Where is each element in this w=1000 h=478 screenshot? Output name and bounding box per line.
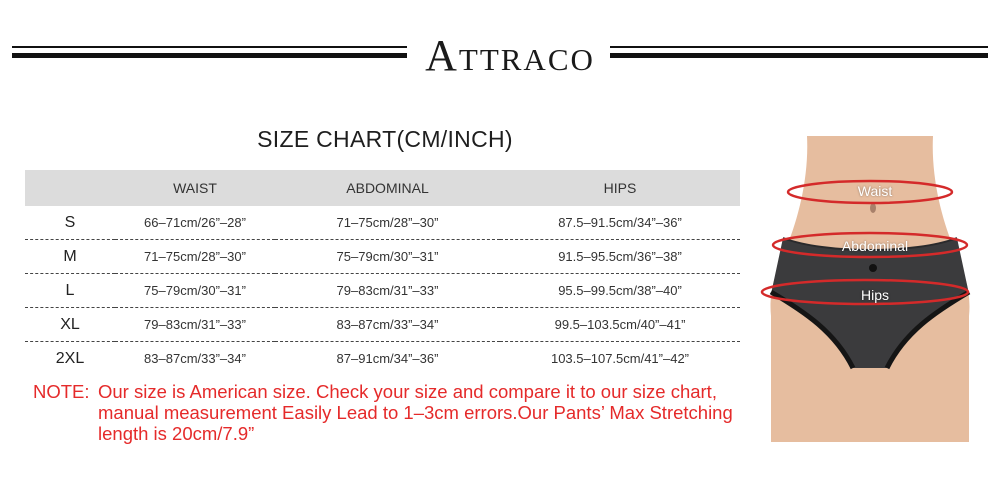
hips-cell: 87.5–91.5cm/34”–36” [500,206,740,240]
abdominal-cell: 87–91cm/34”–36” [336,351,439,366]
table-row [25,342,740,376]
brand-logo: Attraco [425,31,595,80]
table-row [25,240,740,274]
table-row [25,274,740,308]
bow-icon [869,264,877,272]
header-waist: WAIST [115,170,275,206]
abdominal-cell: 71–75cm/28”–30” [275,206,500,240]
brand-rule-right [610,46,988,70]
brand-header [0,30,1000,86]
abdominal-cell: 75–79cm/30”–31” [275,240,500,274]
table-row [25,308,740,342]
waist-label: Waist [857,183,893,199]
size-cell: 2XL [55,349,85,367]
size-cell: M [25,240,115,274]
hips-cell: 91.5–95.5cm/36”–38” [500,240,740,274]
size-cell: S [25,206,115,240]
header-abdominal: ABDOMINAL [275,170,500,206]
hips-cell: 99.5–103.5cm/40”–41” [500,308,740,342]
waist-cell: 75–79cm/30”–31” [115,274,275,308]
hips-cell: 95.5–99.5cm/38”–40” [500,274,740,308]
brand-rule-left [12,46,407,70]
abdominal-cell: 83–87cm/33”–34” [275,308,500,342]
size-table [25,170,740,375]
header-size [25,170,115,206]
table-row [25,206,740,240]
size-cell: L [25,274,115,308]
abdominal-cell: 79–83cm/31”–33” [275,274,500,308]
size-cell: XL [25,308,115,342]
waist-cell: 71–75cm/28”–30” [115,240,275,274]
note-label: NOTE: [33,381,90,402]
hips-label: Hips [860,287,889,303]
navel [870,203,876,213]
hips-cell: 103.5–107.5cm/41”–42” [550,351,690,366]
header-hips: HIPS [500,170,740,206]
table-header-row [25,170,740,206]
model-figure [755,136,985,442]
waist-cell: 66–71cm/26”–28” [115,206,275,240]
size-chart-title: SIZE CHART(CM/INCH) [257,126,513,152]
note-text: Our size is American size. Check your size and compare it to our size chart, manual measurement Easily Lead to 1–3cm errors.Our Pants’ Max Stretching length is 20cm/7.9” [98,381,733,444]
waist-cell: 79–83cm/31”–33” [115,308,275,342]
waist-cell: 83–87cm/33”–34” [144,351,246,366]
size-note [33,381,743,444]
abdominal-label: Abdominal [841,238,909,254]
